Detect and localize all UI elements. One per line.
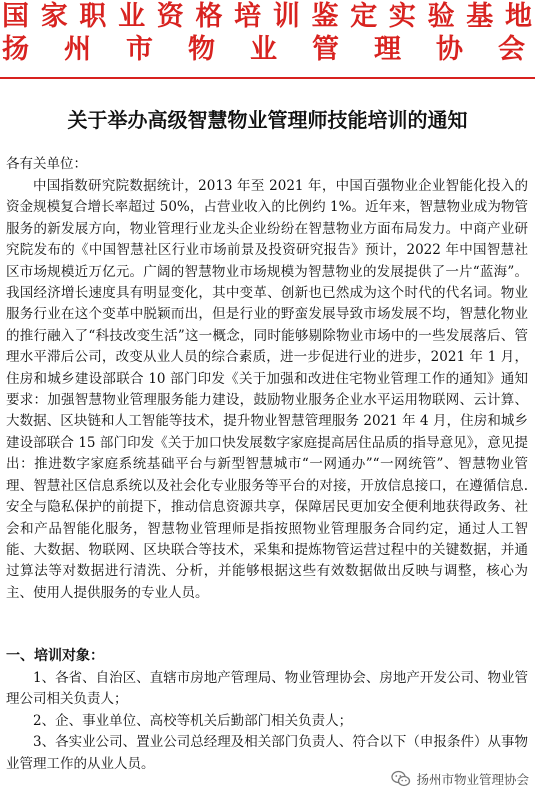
letterhead [0, 0, 535, 70]
letterhead-divider [0, 77, 535, 79]
list-item: 3、各实业公司、置业公司总经理及相关部门负责人、符合以下（申报条件）从事物业管理工作的从业人员。 [6, 734, 528, 772]
body-paragraph: 中国指数研究院数据统计，2013 年至 2021 年，中国百强物业企业智能化投入的资金规模复合增长率超过 50%，占营业收入的比例约 1%。近年来，智慧物业成为物管服务的新发展方向，物业管理行业龙头企业纷纷在智慧物业方面布局发力。中商产业研究院发布的《中国智慧社区行业市场前景及投资研究报告》预计，2022 年中国智慧社区市场规模近万亿元。广阔的智慧物业市场规模为智慧物业的发展提供了一片“蓝海”。我国经济增长速度具有明显变化，其中变革、创新也已然成为这个时代的代名词。物业服务行业在这个变革中脱颖而出，但是行业的野蛮发展导致市场发展不均，智慧化物业的推行融入了“科技改变生活”这一概念，同时能够剔除物业市场中的一些发展落后、管理水平滞后公司，改变从业人员的综合素质，进一步促进行业的进步，2021 年 1 月，住房和城乡建设部联合 10 部门印发《关于加强和改进住宅物业管理工作的通知》通知要求：加强智慧物业管理服务能力建设，鼓励物业服务企业水平运用物联网、云计算、大数据、区块链和人工智能等技术，提升物业智慧管理服务 2021 年 4 月，住房和城乡建设部联合 15 部门印发《关于加口快发展数字家庭提高居住品质的指导意见》，意见提出：推进数字家庭系统基础平台与新型智慧城市“一网通办”“一网统管”、智慧物业管理、智慧社区信息系统以及社会化专业服务等平台的对接，开放信息接口，在遵循信息.安全与隐私保护的前提下，推动信息资源共享，保障居民更加安全便利地获得政务、社会和产品智能化服务，智慧物业管理师是指按照物业管理服务合同约定，通过人工智能、大数据、物联网、区块联合等技术，采集和提炼物管运营过程中的关键数据，并通过算法等对数据进行清洗、分析，并能够根据这些有效数据做出反映与调整，核心为主、使用人提供服务的专业人员。 [6, 178, 528, 601]
letterhead-line-2: 扬州市物业管理协会 [2, 34, 533, 65]
list-item: 1、各省、自治区、直辖市房地产管理局、物业管理协会、房地产开发公司、物业管理公司相关负责人； [6, 670, 528, 708]
wechat-icon [391, 770, 411, 788]
account-watermark [391, 768, 529, 790]
watermark-text: 扬州市物业管理协会 [416, 772, 529, 787]
document-title: 关于举办高级智慧物业管理师技能培训的通知 [67, 108, 468, 132]
salutation: 各有关单位： [6, 156, 87, 172]
section-title-training-targets: 一、培训对象： [6, 648, 104, 664]
letterhead-line-1: 国家职业资格培训鉴定实验基地 [2, 1, 533, 32]
list-item: 2、企、事业单位、高校等机关后勤部门相关负责人； [33, 712, 353, 729]
training-target-list [6, 668, 528, 775]
